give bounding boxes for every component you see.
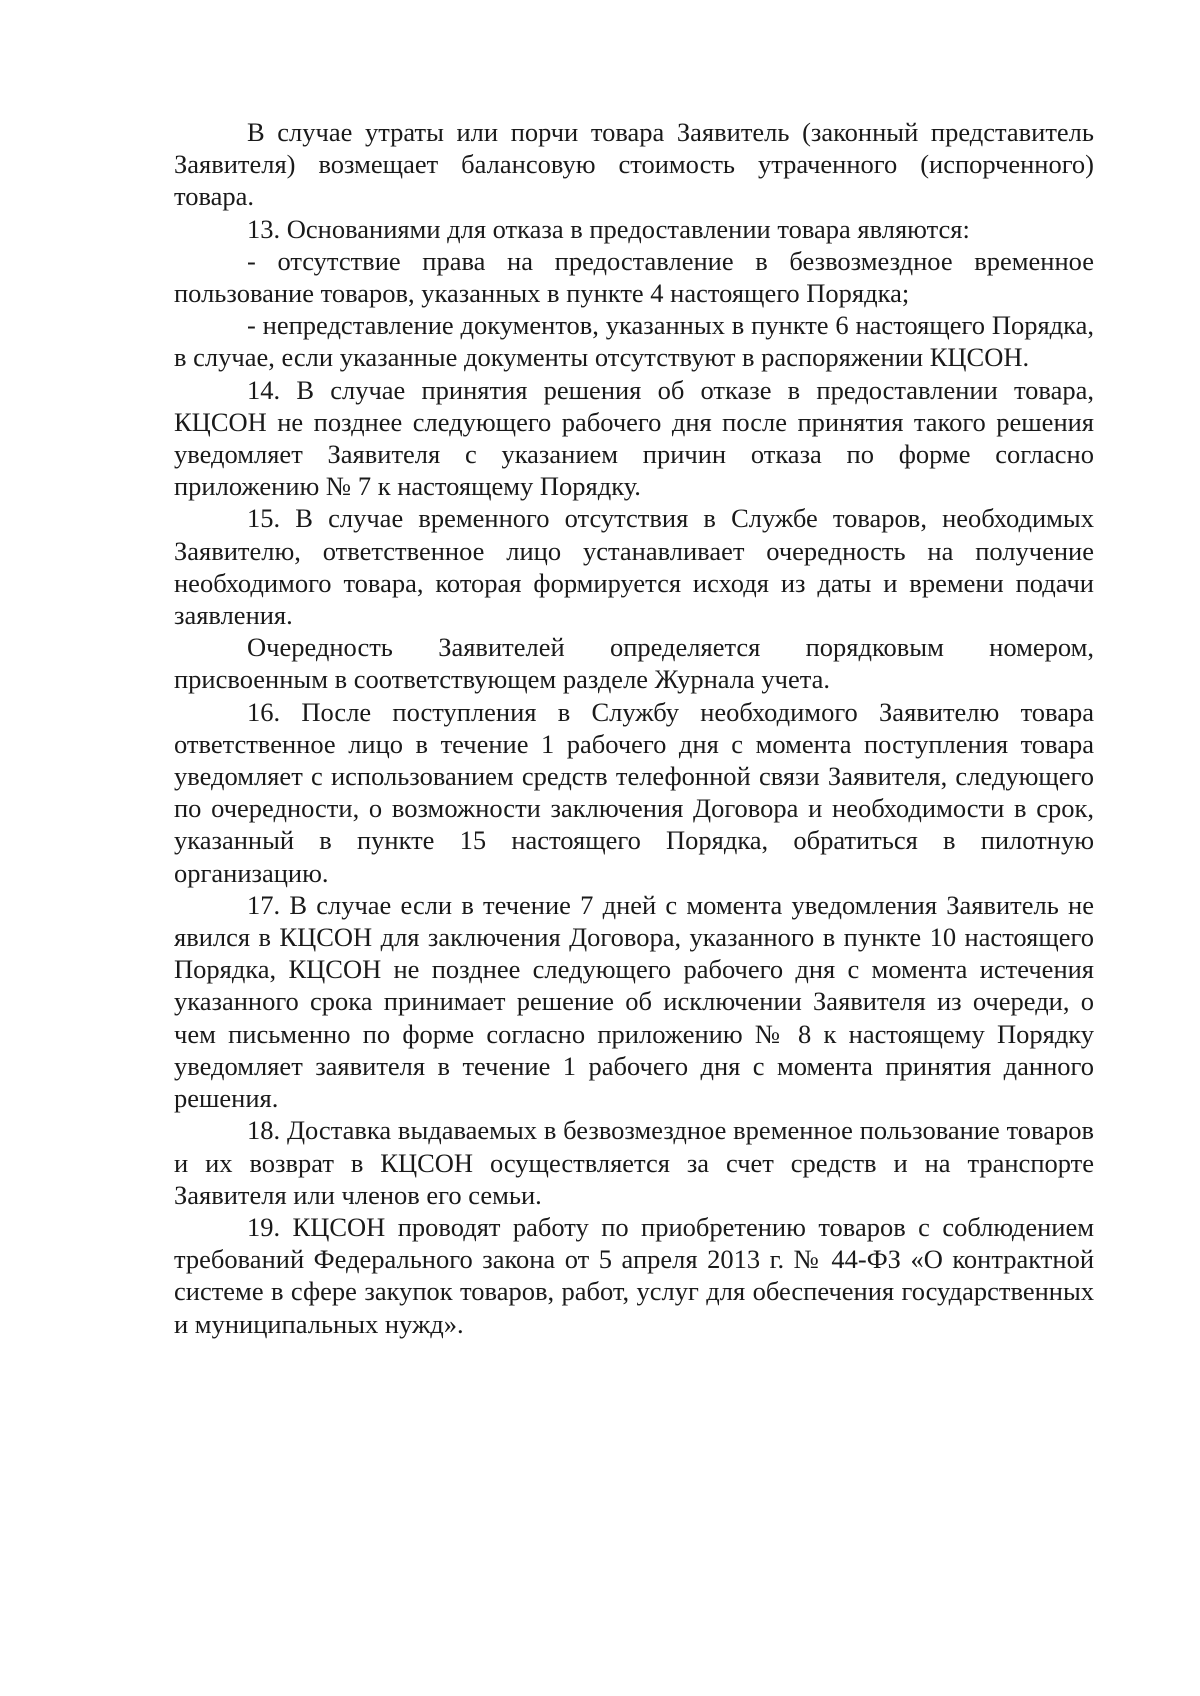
paragraph-13-missing-documents: - непредставление документов, указанных в пункте 6 настоящего Порядка, в случае, если указанные документы отсутствуют в распоряжении КЦСОН. <box>174 310 1094 373</box>
paragraph-19-procurement: 19. КЦСОН проводят работу по приобретению товаров с соблюдением требований Федерального закона от 5 апреля 2013 г. № 44-ФЗ «О контрактной системе в сфере закупок товаров, работ, услуг для обеспечения государственных и муниципальных нужд». <box>174 1211 1094 1339</box>
paragraph-15-queue: 15. В случае временного отсутствия в Службе товаров, необходимых Заявителю, ответственное лицо устанавливает очередность на получение необходимого товара, которая формируется исходя из даты и времени подачи заявления. <box>174 503 1094 631</box>
document-body <box>174 116 1094 1340</box>
paragraph-18-delivery: 18. Доставка выдаваемых в безвозмездное временное пользование товаров и их возврат в КЦСОН осуществляется за счет средств и на транспорте Заявителя или членов его семьи. <box>174 1115 1094 1210</box>
paragraph-17-queue-exclusion: 17. В случае если в течение 7 дней с момента уведомления Заявитель не явился в КЦСОН для заключения Договора, указанного в пункте 10 настоящего Порядка, КЦСОН не позднее следующего рабочего дня с момента истечения указанного срока принимает решение об исключении Заявителя из очереди, о чем письменно по форме согласно приложению № 8 к настоящему Порядку уведомляет заявителя в течение 1 рабочего дня с момента принятия данного решения. <box>174 889 1094 1114</box>
paragraph-16-arrival-notice: 16. После поступления в Службу необходимого Заявителю товара ответственное лицо в течение 1 рабочего дня с момента поступления товара уведомляет с использованием средств телефонной связи Заявителя, следующего по очередности, о возможности заключения Договора и необходимости в срок, указанный в пункте 15 настоящего Порядка, обратиться в пилотную организацию. <box>174 696 1094 888</box>
paragraph-13-no-right: - отсутствие права на предоставление в безвозмездное временное пользование товаров, указанных в пункте 4 настоящего Порядка; <box>174 245 1094 309</box>
paragraph-13-refusal-grounds: 13. Основаниями для отказа в предоставлении товара являются: <box>247 213 970 244</box>
paragraph-15-queue-order: Очередность Заявителей определяется порядковым номером, присвоенным в соответствующем разделе Журнала учета. <box>174 632 1094 695</box>
paragraph-14-refusal-notice: 14. В случае принятия решения об отказе в предоставлении товара, КЦСОН не позднее следующего рабочего дня после принятия такого решения уведомляет Заявителя с указанием причин отказа по форме согласно приложению № 7 к настоящему Порядку. <box>174 374 1094 502</box>
paragraph-loss-compensation: В случае утраты или порчи товара Заявитель (законный представитель Заявителя) возмещает балансовую стоимость утраченного (испорченного) товара. <box>174 117 1094 212</box>
